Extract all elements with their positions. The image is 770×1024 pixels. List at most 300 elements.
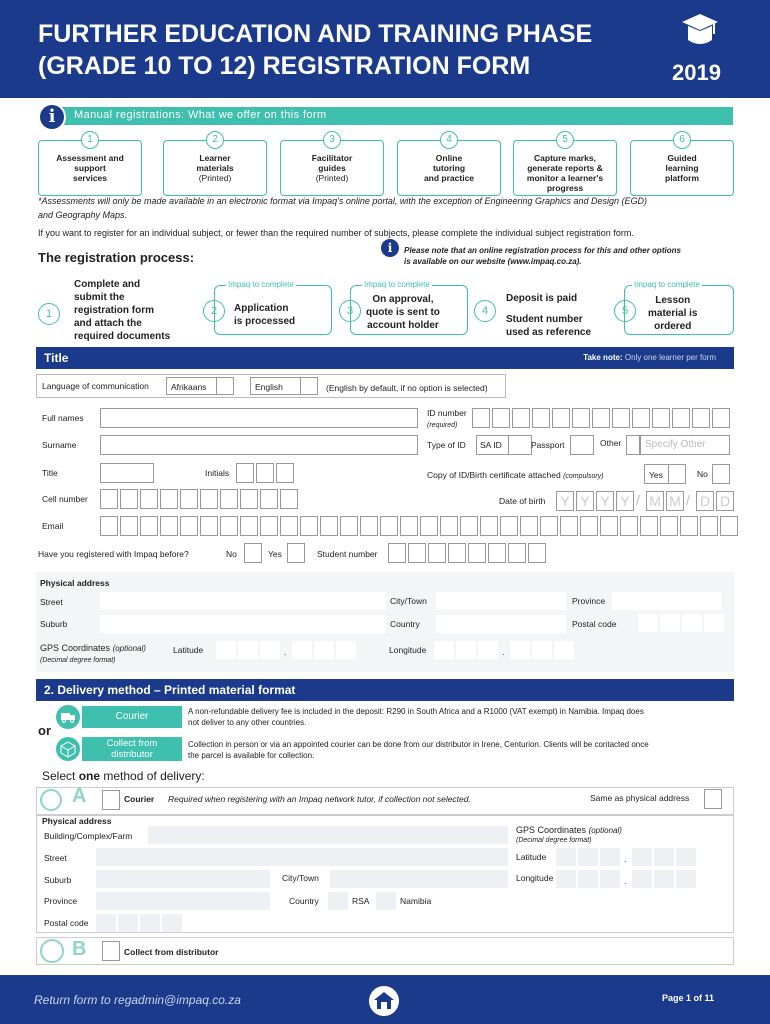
step3-text (366, 293, 440, 332)
offer-item-number: 6 (673, 131, 691, 149)
email-cell[interactable] (320, 516, 338, 536)
delivery-gps-optional: (optional) (588, 826, 622, 835)
collect-description (188, 739, 728, 761)
cell-number-cell[interactable] (220, 489, 238, 509)
city-field[interactable] (436, 592, 566, 610)
step5-line2: material is (648, 308, 698, 319)
cell-number-cell[interactable] (200, 489, 218, 509)
cell-number-cell[interactable] (120, 489, 138, 509)
offer-item-line: materials (196, 163, 234, 173)
dob-separator: / (636, 492, 640, 508)
collect-desc-line1: Collection in person or via an appointed courier can be done from our distributor in Irene, Centurion. Clients will be contacted once (188, 740, 649, 749)
dob-label: Date of birth (499, 496, 546, 506)
registered-no-checkbox[interactable] (244, 543, 262, 563)
offer-item-line: Guided (667, 153, 697, 163)
offer-item-line: Online (435, 153, 463, 163)
select-method-label (42, 769, 205, 783)
english-label: English (255, 382, 283, 392)
offer-heading-bar (56, 107, 733, 125)
province-field[interactable] (612, 592, 722, 610)
id-number-text: ID number (427, 408, 467, 418)
id-number-cell[interactable] (672, 408, 690, 428)
form-title-line2: (GRADE 10 TO 12) REGISTRATION FORM (38, 52, 531, 80)
delivery-decimal-note: (Decimal degree format) (516, 837, 592, 844)
email-cell[interactable] (340, 516, 358, 536)
package-icon (56, 737, 80, 761)
same-as-physical-label: Same as physical address (590, 793, 690, 803)
delivery-street-label: Street (44, 853, 67, 863)
registered-no-label: No (226, 549, 237, 559)
process-title: The registration process: (38, 250, 195, 265)
step1-text (74, 278, 170, 343)
email-cell[interactable] (460, 516, 478, 536)
latitude-cell[interactable] (238, 641, 258, 659)
offer-item-line: progress (546, 183, 584, 193)
street-field[interactable] (100, 592, 386, 610)
longitude-cell[interactable] (434, 641, 454, 659)
select-pre: Select (42, 769, 79, 783)
gps-text: GPS Coordinates (40, 643, 111, 653)
step3-line1: On approval, (372, 294, 434, 305)
step4-line2: Student number (506, 314, 583, 325)
form-title-line1: FURTHER EDUCATION AND TRAINING PHASE (38, 20, 593, 48)
step2-text (234, 302, 295, 328)
email-cell[interactable] (540, 516, 558, 536)
info-icon: i (381, 239, 399, 257)
id-number-label (427, 408, 467, 431)
step4-line1: Deposit is paid (506, 293, 578, 304)
delivery-country-label: Country (289, 896, 319, 906)
cell-number-label: Cell number (42, 494, 88, 504)
individual-subject-note: If you want to register for an individual subject, or fewer than the required number of subjects, please complete the individual subject registration form. (38, 228, 634, 238)
rsa-checkbox[interactable] (328, 892, 348, 910)
offer-item-line: and practice (423, 173, 475, 183)
step5-line1: Lesson (655, 295, 691, 306)
offer-item-line: guides (318, 163, 346, 173)
student-number-cell[interactable] (528, 543, 546, 563)
delivery-city-label: City/Town (282, 873, 319, 883)
postal-cell[interactable] (638, 614, 658, 632)
take-note-text: Only one learner per form (624, 353, 716, 362)
cell-number-cell[interactable] (240, 489, 258, 509)
copy-yes-checkbox[interactable] (668, 464, 686, 484)
offer-item-line: Capture marks, (534, 153, 596, 163)
copy-id-label (427, 470, 604, 480)
courier-desc-line1: A non-refundable delivery fee is included in the deposit: R290 in South Africa and a R1000 (VAT exempt) in Namibia. Impaq does (188, 707, 644, 716)
latitude-cell-dot: . (284, 647, 287, 657)
delivery-postal-cell[interactable] (140, 914, 160, 932)
copy-id-text: Copy of ID/Birth certificate attached (427, 470, 561, 480)
postal-cell[interactable] (682, 614, 702, 632)
delivery-suburb-field[interactable] (96, 870, 270, 888)
assessment-note-line2: and Geography Maps. (38, 210, 128, 220)
step5-text (648, 294, 697, 333)
delivery-suburb-label: Suburb (44, 875, 72, 885)
longitude-cell-dot: . (502, 647, 505, 657)
dob-separator: / (686, 492, 690, 508)
online-note-line1: Please note that an online registration process for this and other options (404, 246, 681, 255)
delivery-longitude-cell[interactable] (556, 870, 576, 888)
student-number-cell[interactable] (428, 543, 446, 563)
province-label: Province (572, 596, 606, 606)
street-label: Street (40, 597, 63, 607)
offer-item-number: 4 (440, 131, 458, 149)
latitude-cell[interactable] (336, 641, 356, 659)
cell-number-cell[interactable] (100, 489, 118, 509)
offer-item-line: generate reports & (527, 163, 603, 173)
step1-line4: and attach the (74, 318, 142, 329)
latitude-cell[interactable] (260, 641, 280, 659)
offer-item-number: 3 (323, 131, 341, 149)
email-cell[interactable] (160, 516, 178, 536)
sa-id-label: SA ID (480, 440, 502, 450)
email-cell[interactable] (240, 516, 258, 536)
student-number-label: Student number (317, 549, 378, 559)
delivery-longitude-cell[interactable] (676, 870, 696, 888)
email-cell[interactable] (180, 516, 198, 536)
email-cell[interactable] (500, 516, 518, 536)
latitude-label: Latitude (173, 645, 204, 655)
dob-cell[interactable]: Y (596, 491, 614, 511)
delivery-latitude-cell[interactable] (676, 848, 696, 866)
dob-cell[interactable]: M (646, 491, 664, 511)
id-number-cell[interactable] (632, 408, 650, 428)
offer-item-line: services (72, 173, 108, 183)
initial-cell[interactable] (236, 463, 254, 483)
postal-cell[interactable] (660, 614, 680, 632)
email-cell[interactable] (140, 516, 158, 536)
online-note-line2: is available on our website (www.impaq.co.za). (404, 257, 582, 266)
student-number-cell[interactable] (448, 543, 466, 563)
delivery-latitude-cell-dot: . (624, 854, 627, 864)
longitude-label: Longitude (389, 645, 427, 655)
registered-yes-label: Yes (268, 549, 282, 559)
option-a-letter: A (72, 785, 87, 807)
surname-label: Surname (42, 440, 77, 450)
postal-cell[interactable] (704, 614, 724, 632)
email-cell[interactable] (480, 516, 498, 536)
delivery-longitude-cell[interactable] (600, 870, 620, 888)
afrikaans-checkbox[interactable] (216, 377, 234, 395)
collect-tag (82, 737, 182, 761)
namibia-checkbox[interactable] (376, 892, 396, 910)
collect-tag-line2: distributor (111, 749, 153, 760)
cell-number-cell[interactable] (140, 489, 158, 509)
email-cell[interactable] (660, 516, 678, 536)
longitude-cell[interactable] (478, 641, 498, 659)
delivery-city-field[interactable] (330, 870, 508, 888)
email-cell[interactable] (700, 516, 718, 536)
copy-no-checkbox[interactable] (712, 464, 730, 484)
offer-item-line: Assessment and (56, 153, 124, 163)
type-of-id-label: Type of ID (427, 440, 466, 450)
impaq-label: Impaq to complete (634, 280, 700, 289)
cell-number-cell[interactable] (280, 489, 298, 509)
delivery-section-bar (36, 679, 734, 701)
gps-label (40, 643, 146, 653)
offer-item-line: (Printed) (315, 173, 349, 183)
initial-cell[interactable] (256, 463, 274, 483)
truck-icon (40, 789, 62, 811)
email-cell[interactable] (120, 516, 138, 536)
delivery-province-label: Province (44, 896, 78, 906)
email-cell[interactable] (260, 516, 278, 536)
building-label: Building/Complex/Farm (44, 831, 133, 841)
email-cell[interactable] (220, 516, 238, 536)
specify-other-field[interactable]: Specify Other (640, 435, 730, 455)
delivery-latitude-cell[interactable] (632, 848, 652, 866)
copy-id-compulsory: (compulsory) (563, 473, 604, 480)
graduation-cap-logo-icon (680, 12, 720, 50)
email-cell[interactable] (380, 516, 398, 536)
option-b-text: Collect from distributor (124, 947, 219, 957)
country-field[interactable] (436, 615, 566, 633)
step-number: 4 (474, 300, 496, 322)
option-a-courier: Courier (124, 794, 155, 804)
cell-number-cell[interactable] (180, 489, 198, 509)
step1-line2: submit the (74, 292, 125, 303)
email-cell[interactable] (360, 516, 378, 536)
email-cell[interactable] (420, 516, 438, 536)
sa-id-checkbox[interactable] (508, 435, 532, 455)
delivery-latitude-cell[interactable] (578, 848, 598, 866)
return-form-email[interactable]: Return form to regadmin@impaq.co.za (34, 993, 241, 1007)
longitude-cell[interactable] (532, 641, 552, 659)
email-cell[interactable] (560, 516, 578, 536)
package-icon (40, 939, 64, 963)
collect-tag-line1: Collect from (106, 738, 158, 749)
delivery-longitude-cell[interactable] (654, 870, 674, 888)
city-label: City/Town (390, 596, 427, 606)
form-year: 2019 (672, 60, 721, 85)
dob-cell[interactable]: M (666, 491, 684, 511)
email-cell[interactable] (100, 516, 118, 536)
assessment-note-line1: *Assessments will only be made available in an electronic format via Impaq's online portal, with the exception of Engineering Graphics and Design (EGD) (38, 196, 648, 206)
other-checkbox[interactable] (626, 435, 640, 455)
step1-line3: registration form (74, 305, 155, 316)
id-number-cell[interactable] (532, 408, 550, 428)
longitude-cell[interactable] (456, 641, 476, 659)
delivery-postal-cell[interactable] (162, 914, 182, 932)
dob-cell[interactable]: Y (576, 491, 594, 511)
delivery-latitude-cell[interactable] (600, 848, 620, 866)
cell-number-cell[interactable] (160, 489, 178, 509)
same-as-physical-checkbox[interactable] (704, 789, 722, 809)
copy-no-label: No (697, 469, 708, 479)
delivery-province-field[interactable] (96, 892, 270, 910)
cell-number-cell[interactable] (260, 489, 278, 509)
dob-cell[interactable]: Y (556, 491, 574, 511)
dob-cell[interactable]: Y (616, 491, 634, 511)
dob-cell[interactable]: D (696, 491, 714, 511)
latitude-cell[interactable] (314, 641, 334, 659)
initials-label: Initials (205, 468, 230, 478)
email-label: Email (42, 521, 64, 531)
id-number-cell[interactable] (552, 408, 570, 428)
student-number-cell[interactable] (508, 543, 526, 563)
id-number-cell[interactable] (472, 408, 490, 428)
step1-line5: required documents (74, 331, 171, 342)
email-cell[interactable] (300, 516, 318, 536)
delivery-gps-text: GPS Coordinates (516, 825, 587, 835)
offer-item-line: monitor a learner's (526, 173, 604, 183)
delivery-postal-cell[interactable] (118, 914, 138, 932)
offer-item-line: learning (665, 163, 699, 173)
namibia-label: Namibia (400, 896, 432, 906)
delivery-physical-title: Physical address (42, 816, 112, 826)
registered-yes-checkbox[interactable] (287, 543, 305, 563)
courier-tag: Courier (82, 706, 182, 728)
offer-item-line: support (74, 163, 106, 173)
rsa-label: RSA (352, 896, 370, 906)
passport-label: Passport (531, 440, 565, 450)
email-cell[interactable] (680, 516, 698, 536)
step3-line3: account holder (367, 320, 439, 331)
title-field[interactable] (100, 463, 154, 483)
delivery-postal-cell[interactable] (96, 914, 116, 932)
step-number: 1 (38, 303, 60, 325)
student-number-cell[interactable] (388, 543, 406, 563)
latitude-cell[interactable] (216, 641, 236, 659)
title-label: Title (42, 468, 58, 478)
initial-cell[interactable] (276, 463, 294, 483)
delivery-street-field[interactable] (96, 848, 508, 866)
step2-line1: Application (234, 303, 289, 314)
id-number-cell[interactable] (592, 408, 610, 428)
decimal-format-note: (Decimal degree format) (40, 657, 116, 664)
step1-line1: Complete and (74, 279, 141, 290)
postal-code-label: Postal code (572, 619, 617, 629)
longitude-cell[interactable] (510, 641, 530, 659)
option-a-note: Required when registering with an Impaq network tutor, if collection not selected. (168, 794, 471, 804)
page-number: Page 1 of 11 (662, 993, 715, 1003)
longitude-cell[interactable] (554, 641, 574, 659)
email-cell[interactable] (620, 516, 638, 536)
impaq-label: Impaq to complete (228, 280, 294, 289)
courier-description (188, 706, 728, 728)
select-post: method of delivery: (100, 769, 205, 783)
step-number: 2 (203, 300, 225, 322)
email-cell[interactable] (200, 516, 218, 536)
info-icon: i (38, 103, 66, 131)
offer-heading: Manual registrations: What we offer on this form (74, 109, 327, 121)
header-banner (0, 0, 770, 98)
delivery-gps-label (516, 825, 622, 835)
id-number-cell[interactable] (692, 408, 710, 428)
full-names-field[interactable] (100, 408, 418, 428)
offer-item-line: Learner (199, 153, 231, 163)
student-number-cell[interactable] (408, 543, 426, 563)
delivery-latitude-cell[interactable] (556, 848, 576, 866)
online-process-note (404, 245, 681, 267)
suburb-label: Suburb (40, 619, 68, 629)
select-bold: one (78, 769, 101, 783)
copy-yes-label: Yes (649, 470, 663, 480)
or-label: or (38, 723, 51, 738)
offer-item-line: Facilitator (311, 153, 353, 163)
student-number-cell[interactable] (488, 543, 506, 563)
id-number-cell[interactable] (572, 408, 590, 428)
language-label: Language of communication (42, 381, 149, 391)
step-number: 5 (614, 300, 636, 322)
courier-desc-line2: not deliver to any other countries. (188, 718, 307, 727)
delivery-longitude-cell[interactable] (578, 870, 598, 888)
email-cell[interactable] (580, 516, 598, 536)
truck-icon (56, 705, 80, 729)
id-number-cell[interactable] (512, 408, 530, 428)
student-number-cell[interactable] (468, 543, 486, 563)
email-cell[interactable] (280, 516, 298, 536)
gps-optional: (optional) (112, 644, 146, 653)
english-checkbox[interactable] (300, 377, 318, 395)
building-field[interactable] (148, 826, 508, 844)
offer-item-line: tutoring (432, 163, 466, 173)
dob-cell[interactable]: D (716, 491, 734, 511)
offer-item-number: 1 (81, 131, 99, 149)
step3-line2: quote is sent to (366, 307, 440, 318)
offer-item-line: platform (665, 173, 699, 183)
passport-checkbox[interactable] (570, 435, 594, 455)
delivery-section-title: 2. Delivery method – Printed material format (44, 683, 296, 697)
delivery-latitude-label: Latitude (516, 852, 547, 862)
other-label: Other (600, 438, 622, 448)
assessment-note (38, 194, 738, 222)
id-number-cell[interactable] (712, 408, 730, 428)
id-number-cell[interactable] (612, 408, 630, 428)
offer-item-number: 5 (556, 131, 574, 149)
delivery-postal-label: Postal code (44, 918, 89, 928)
home-icon (366, 983, 402, 1019)
latitude-cell[interactable] (292, 641, 312, 659)
physical-address-title: Physical address (40, 578, 110, 588)
full-names-label: Full names (42, 413, 84, 423)
country-label: Country (390, 619, 420, 629)
delivery-longitude-label: Longitude (516, 873, 554, 883)
suburb-field[interactable] (100, 615, 386, 633)
email-cell[interactable] (720, 516, 738, 536)
delivery-latitude-cell[interactable] (654, 848, 674, 866)
collect-desc-line2: the parcel is available for collection. (188, 751, 315, 760)
learner-section-bar (36, 347, 734, 369)
default-language-note: (English by default, if no option is selected) (326, 383, 488, 393)
delivery-longitude-cell-dot: . (624, 876, 627, 886)
offer-item-line: (Printed) (198, 173, 232, 183)
step-number: 3 (339, 300, 361, 322)
option-b-letter: B (72, 938, 87, 960)
surname-field[interactable] (100, 435, 418, 455)
take-note-label: Take note: (583, 353, 623, 362)
id-number-cell[interactable] (492, 408, 510, 428)
offer-item-number: 2 (206, 131, 224, 149)
email-cell[interactable] (640, 516, 658, 536)
step4-text (506, 313, 591, 339)
email-cell[interactable] (440, 516, 458, 536)
email-cell[interactable] (520, 516, 538, 536)
step2-line2: is processed (234, 316, 296, 327)
courier-checkbox[interactable] (102, 790, 120, 810)
id-required: (required) (427, 422, 458, 429)
email-cell[interactable] (600, 516, 618, 536)
collect-checkbox[interactable] (102, 941, 120, 961)
take-note (583, 353, 716, 362)
delivery-longitude-cell[interactable] (632, 870, 652, 888)
learner-section-title: Title (44, 351, 69, 365)
id-number-cell[interactable] (652, 408, 670, 428)
email-cell[interactable] (400, 516, 418, 536)
step5-line3: ordered (654, 321, 692, 332)
impaq-label: Impaq to complete (364, 280, 430, 289)
step4-line3: used as reference (506, 327, 592, 338)
